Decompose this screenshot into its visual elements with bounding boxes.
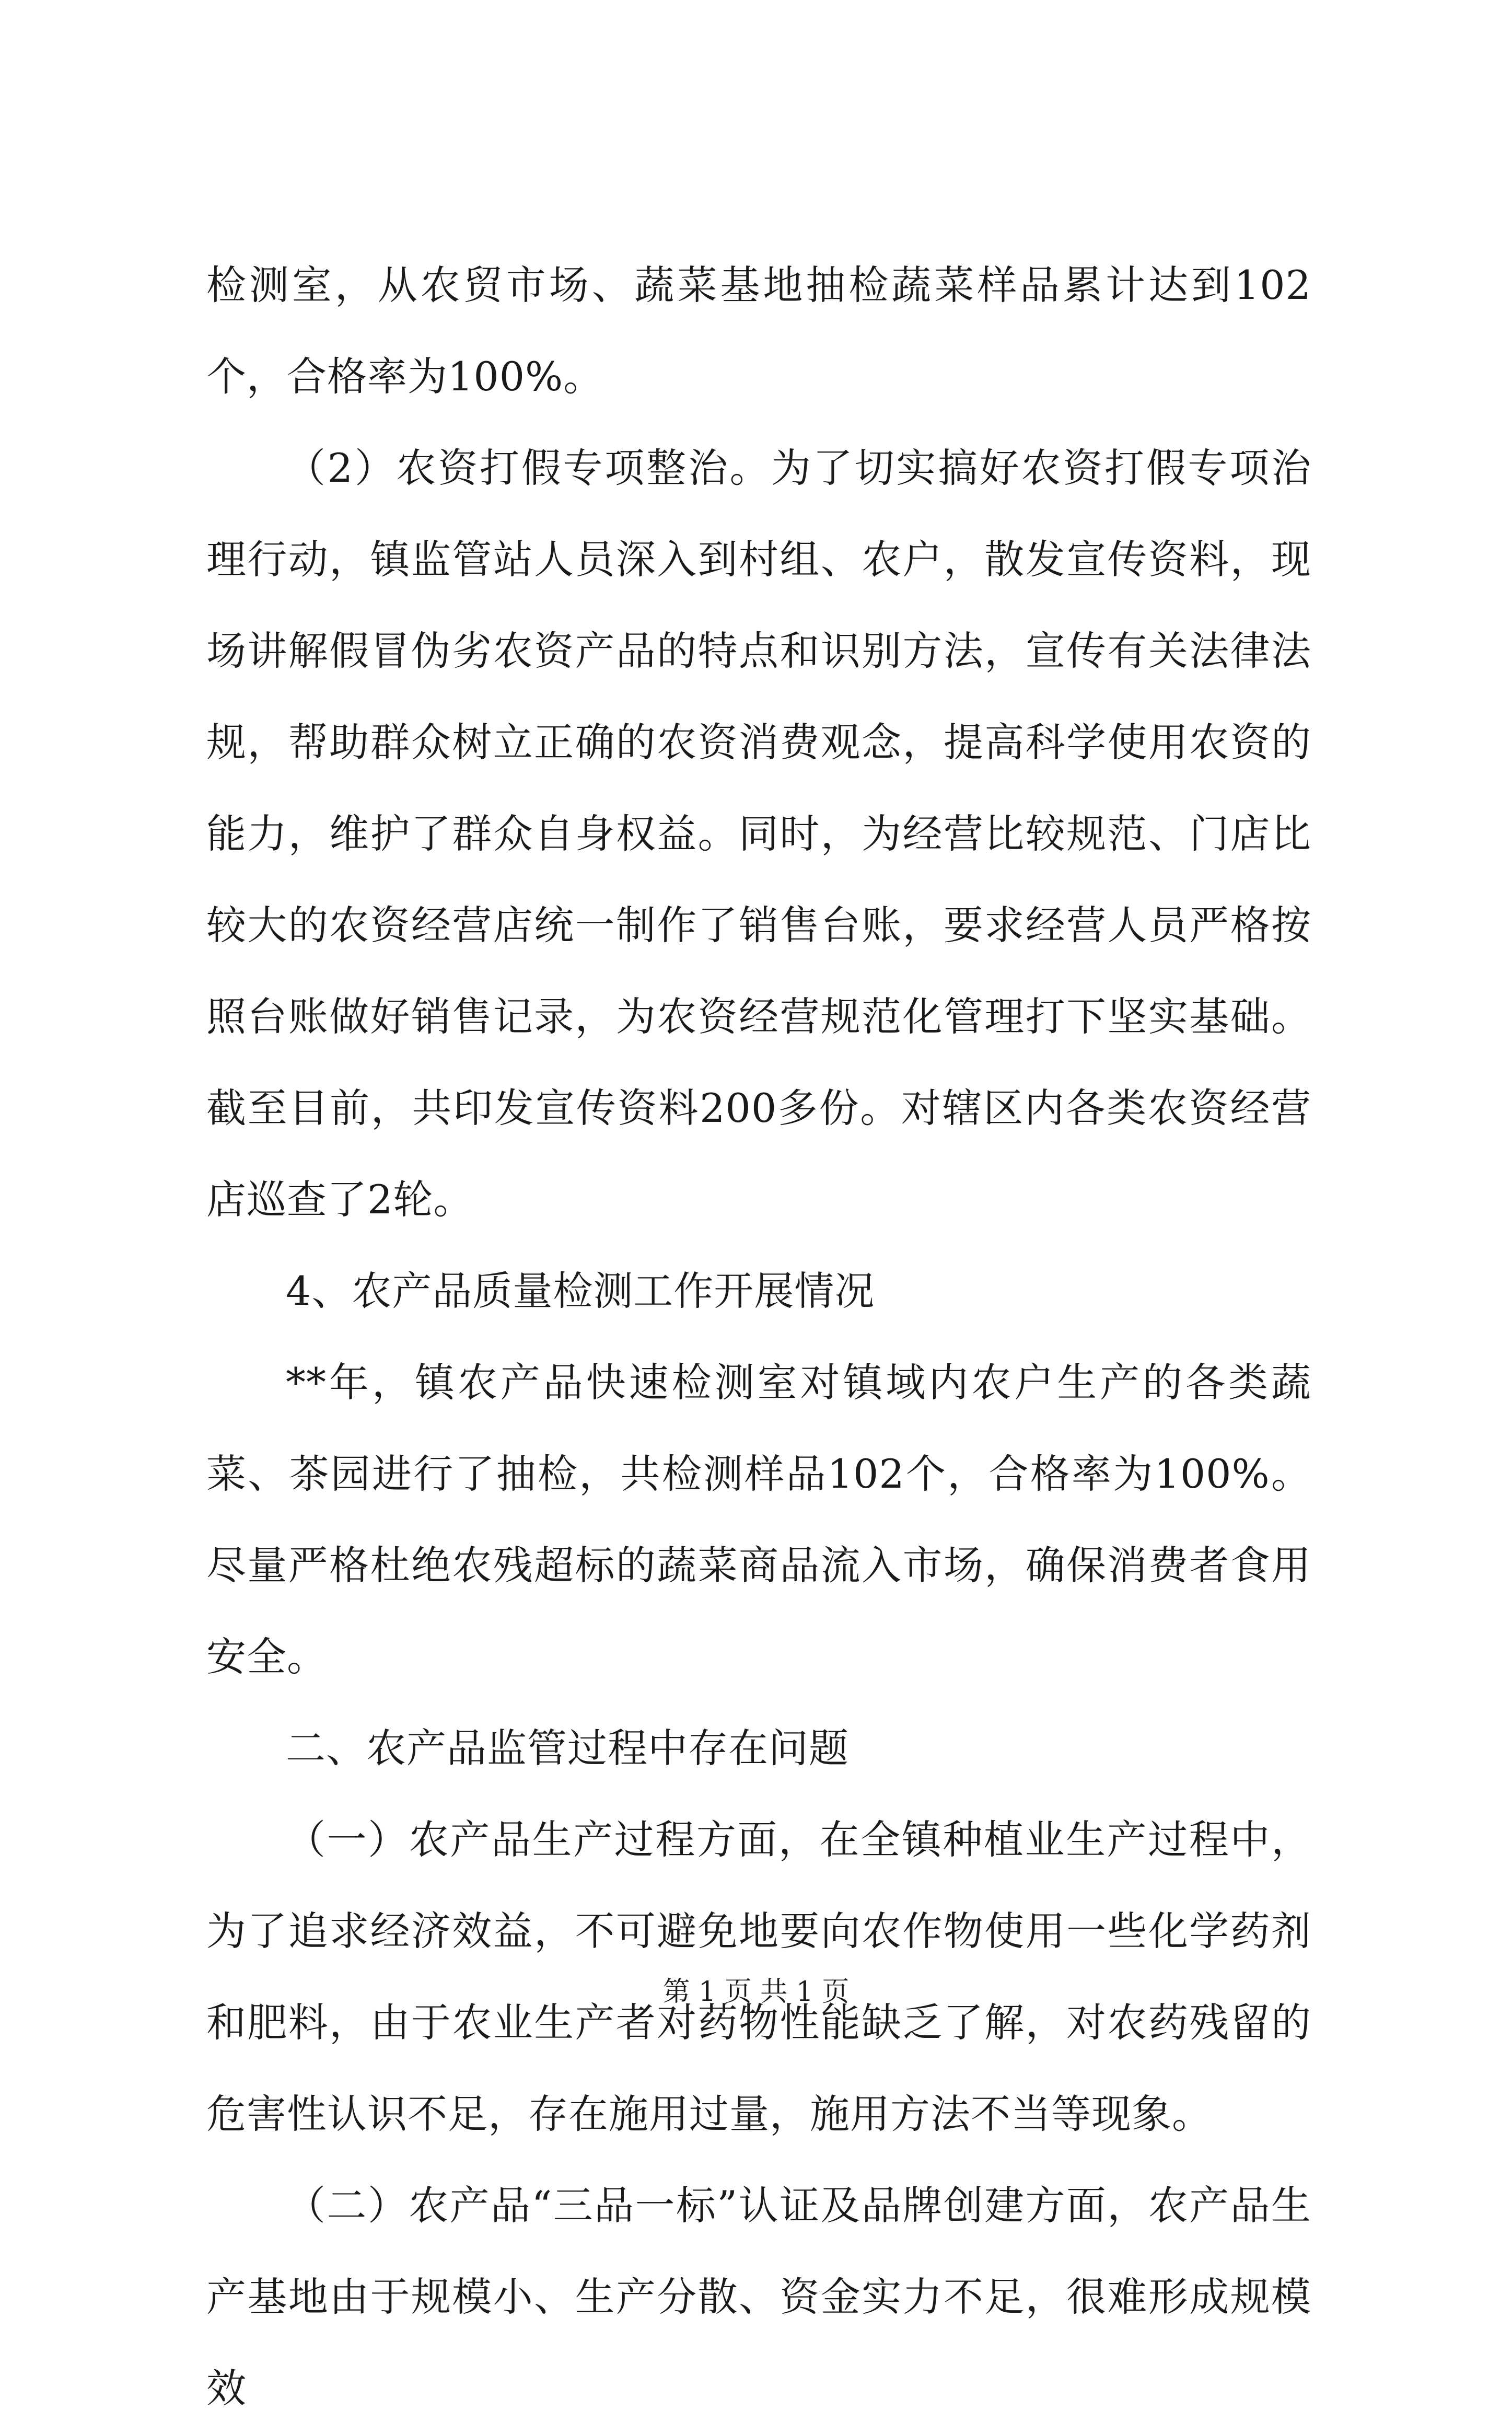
section-heading-2: 二、农产品监管过程中存在问题 <box>286 1725 849 1771</box>
paragraph-4: （一）农产品生产过程方面，在全镇种植业生产过程中，为了追求经济效益，不可避免地要向农作物使用一些化学药剂和肥料，由于农业生产者对药物性能缺乏了解，对农药残留的危害性认识不足，存在施用过量，施用方法不当等现象。 <box>206 1816 1311 2137</box>
document-body <box>206 239 1311 2434</box>
paragraph-3: **年，镇农产品快速检测室对镇域内农户生产的各类蔬菜、茶园进行了抽检，共检测样品102个，合格率为100%。尽量严格杜绝农残超标的蔬菜商品流入市场，确保消费者食用安全。 <box>206 1359 1311 1680</box>
paragraph-1: 检测室，从农贸市场、蔬菜基地抽检蔬菜样品累计达到102个，合格率为100%。 <box>206 262 1311 400</box>
section-heading-4: 4、农产品质量检测工作开展情况 <box>286 1268 875 1314</box>
paragraph-2: （2）农资打假专项整治。为了切实搞好农资打假专项治理行动，镇监管站人员深入到村组、农户，散发宣传资料，现场讲解假冒伪劣农资产品的特点和识别方法，宣传有关法律法规，帮助群众树立正确的农资消费观念，提高科学使用农资的能力，维护了群众自身权益。同时，为经营比较规范、门店比较大的农资经营店统一制作了销售台账，要求经营人员严格按照台账做好销售记录，为农资经营规范化管理打下坚实基础。截至目前，共印发宣传资料200多份。对辖区内各类农资经营店巡查了2轮。 <box>206 445 1311 1223</box>
page-footer: 第 1 页 共 1 页 <box>662 1976 850 2008</box>
paragraph-5: （二）农产品“三品一标”认证及品牌创建方面，农产品生产基地由于规模小、生产分散、资金实力不足，很难形成规模效 <box>206 2182 1311 2412</box>
